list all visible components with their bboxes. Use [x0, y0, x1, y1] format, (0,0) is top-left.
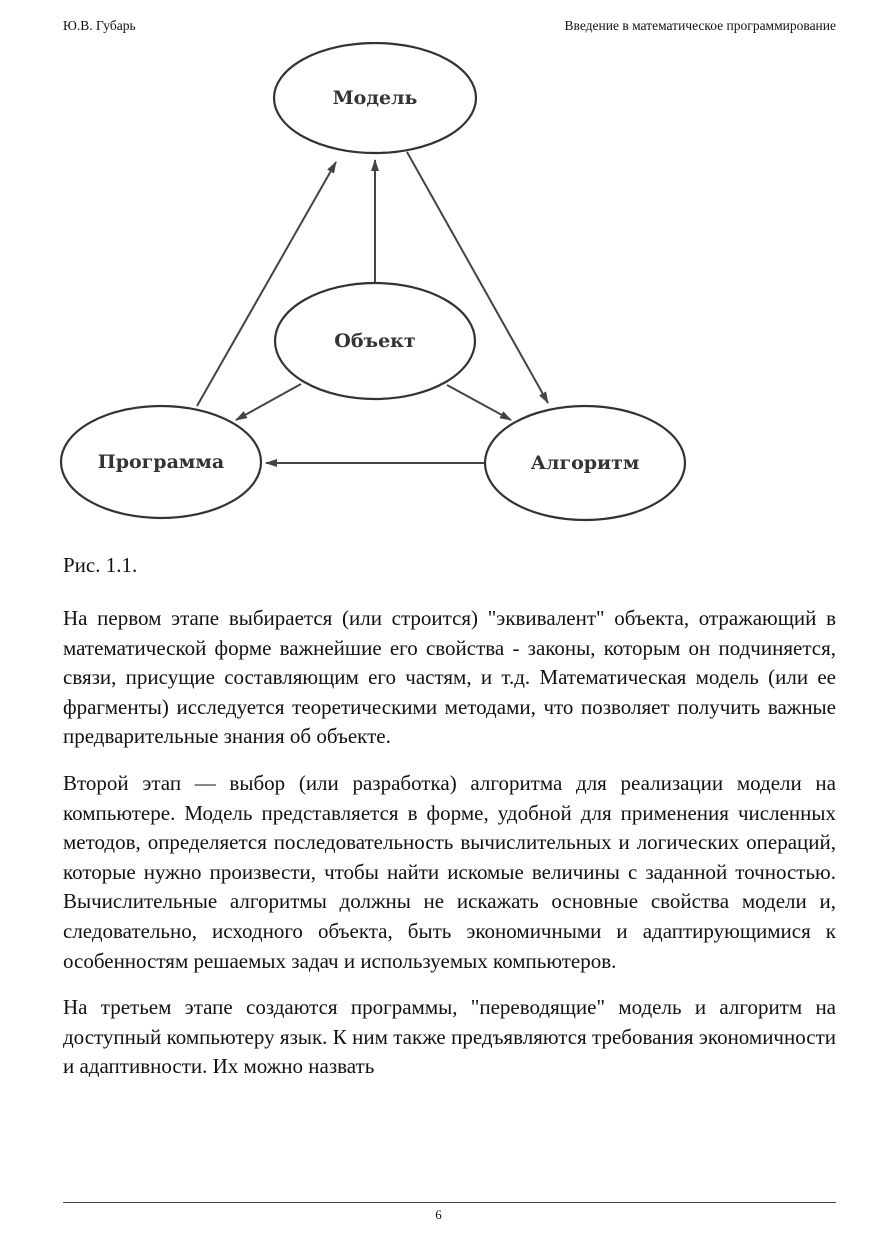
running-header	[63, 16, 836, 36]
figure-caption: Рис. 1.1.	[63, 553, 138, 577]
edge-object-to-program	[236, 384, 301, 420]
node-program-label: Программа	[97, 451, 225, 473]
footer-rule	[63, 1202, 836, 1203]
header-title: Введение в математическое программирование	[564, 18, 836, 33]
paragraph-stage-2: Второй этап — выбор (или разработка) алгоритма для реализации модели на компьютере. Модель представляется в форме, удобной для применения численных методов, определяется последовательность вычислительных и логических операций, которые нужно произвести, чтобы найти искомые величины с заданной точностью. Вычислительные алгоритмы должны не искажать основные свойства модели и, следовательно, исходного объекта, быть экономичными и адаптирующимися к особенностям решаемых задач и используемых компьютеров.	[63, 770, 836, 973]
text-body	[63, 604, 836, 1099]
header-author: Ю.В. Губарь	[63, 18, 136, 33]
edge-object-to-algorithm	[447, 385, 511, 420]
diagram-svg	[55, 42, 695, 532]
page-number: 6	[435, 1207, 442, 1222]
node-object-label: Объект	[334, 330, 416, 352]
node-model-label: Модель	[332, 87, 418, 109]
paragraph-stage-1: На первом этапе выбирается (или строится) "эквивалент" объекта, отражающий в математической форме важнейшие его свойства - законы, которым он подчиняется, связи, присущие составляющим его частям, и т.д. Математическая модель (или ее фрагменты) исследуется теоретическими методами, что позволяет получить важные предварительные знания об объекте.	[63, 606, 836, 749]
paragraph-stage-3: На третьем этапе создаются программы, "переводящие" модель и алгоритм на доступный компьютеру язык. К ним также предъявляются требования экономичности и адаптивности. Их можно назвать	[63, 995, 836, 1079]
figure-diagram	[55, 42, 695, 532]
node-algorithm-label: Алгоритм	[530, 452, 640, 474]
